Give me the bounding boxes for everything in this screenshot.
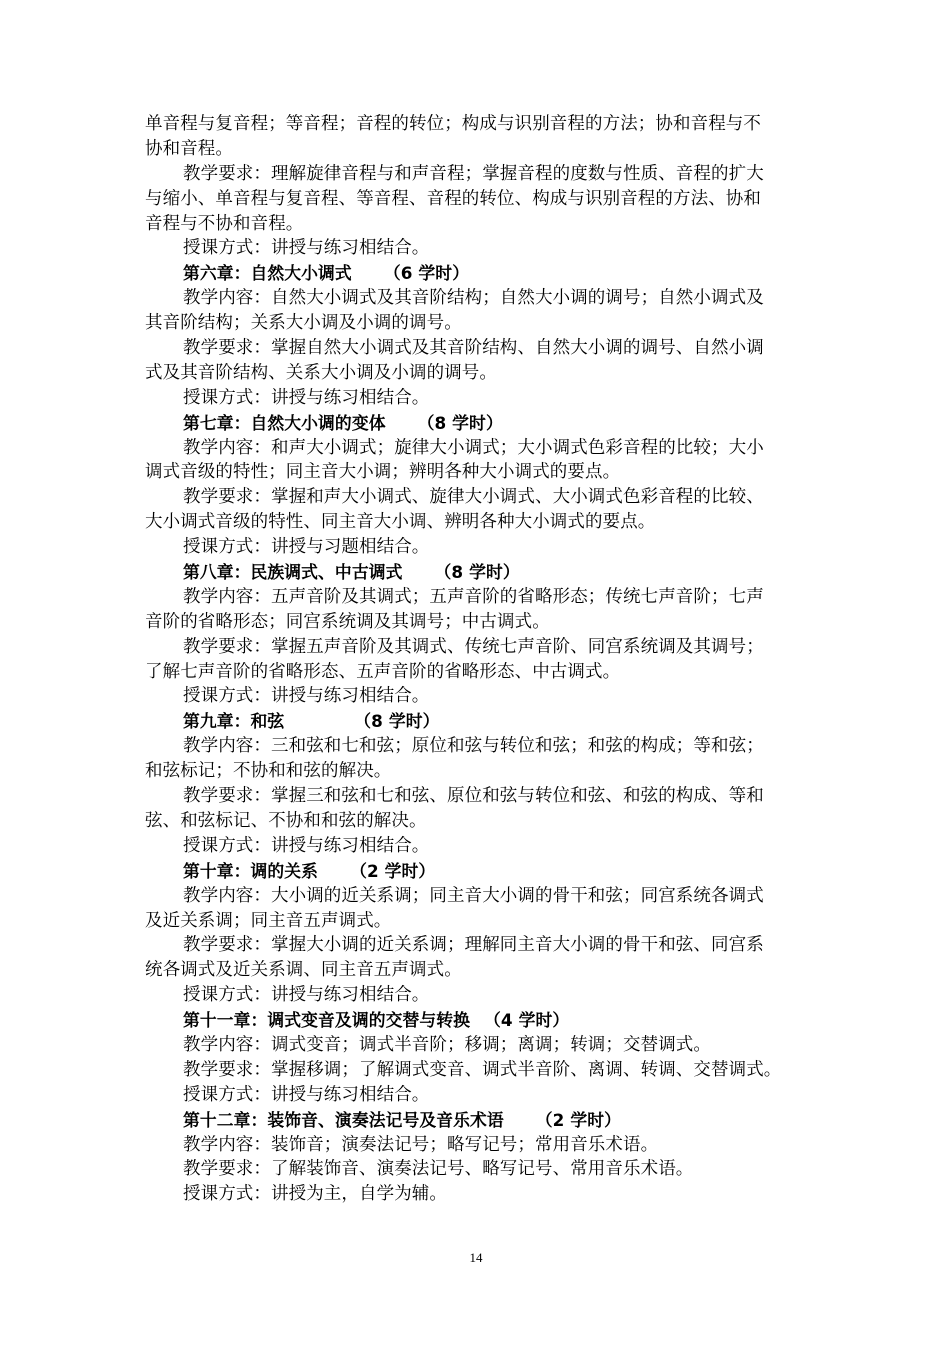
text-line: 教学内容：大小调的近关系调；同主音大小调的骨干和弦；同宫系统各调式 xyxy=(183,885,764,906)
chapter-heading xyxy=(145,859,812,884)
chapter-title: 第八章：民族调式、中古调式 xyxy=(183,562,403,583)
text-line: 教学内容：装饰音；演奏法记号；略写记号；常用音乐术语。 xyxy=(183,1134,659,1155)
chapter-hours: （8 学时） xyxy=(354,711,440,732)
chapter-heading xyxy=(145,1008,812,1033)
text-line: 授课方式：讲授与练习相结合。 xyxy=(183,387,430,408)
text-line: 教学内容：和声大小调式；旋律大小调式；大小调式色彩音程的比较；大小 xyxy=(183,437,764,458)
page-number: 14 xyxy=(469,1250,483,1265)
text-line: 教学内容：三和弦和七和弦；原位和弦与转位和弦；和弦的构成；等和弦； xyxy=(183,736,764,757)
text-line: 教学要求：了解装饰音、演奏法记号、略写记号、常用音乐术语。 xyxy=(183,1159,694,1180)
text-line: 教学内容：五声音阶及其调式；五声音阶的省略形态；传统七声音阶；七声 xyxy=(183,586,764,607)
text-line: 授课方式：讲授与练习相结合。 xyxy=(183,985,430,1006)
chapter-heading xyxy=(145,261,812,286)
text-line: 授课方式：讲授与练习相结合。 xyxy=(183,1084,430,1105)
text-line: 调式音级的特性；同主音大小调；辨明各种大小调式的要点。 xyxy=(145,462,621,483)
chapter-hours: （6 学时） xyxy=(383,263,470,284)
text-line: 教学要求：掌握大小调的近关系调；理解同主音大小调的骨干和弦、同宫系 xyxy=(183,935,764,956)
text-line: 教学内容：自然大小调式及其音阶结构；自然大小调的调号；自然小调式及 xyxy=(183,288,764,309)
text-line: 其音阶结构；关系大小调及小调的调号。 xyxy=(145,313,462,334)
chapter-hours: （8 学时） xyxy=(434,562,520,583)
text-line: 授课方式：讲授与练习相结合。 xyxy=(183,686,430,707)
text-line: 授课方式：讲授与练习相结合。 xyxy=(183,835,430,856)
text-line: 授课方式：讲授与习题相结合。 xyxy=(183,537,430,558)
text-line: 授课方式：讲授为主，自学为辅。 xyxy=(183,1184,447,1205)
text-line: 了解七声音阶的省略形态、五声音阶的省略形态、中古调式。 xyxy=(145,661,621,682)
text-line: 与缩小、单音程与复音程、等音程、音程的转位、构成与识别音程的方法、协和 xyxy=(145,188,761,209)
text-line: 教学要求：掌握自然大小调式及其音阶结构、自然大小调的调号、自然小调 xyxy=(183,338,764,359)
text-line: 授课方式：讲授与练习相结合。 xyxy=(183,238,430,259)
text-line: 大小调式音级的特性、同主音大小调、辨明各种大小调式的要点。 xyxy=(145,512,656,533)
chapter-heading xyxy=(145,709,812,734)
chapter-title: 第九章：和弦 xyxy=(183,711,285,732)
text-line: 式及其音阶结构、关系大小调及小调的调号。 xyxy=(145,362,497,383)
document-body xyxy=(145,112,812,1207)
text-line: 教学要求：掌握和声大小调式、旋律大小调式、大小调式色彩音程的比较、 xyxy=(183,487,764,508)
chapter-heading xyxy=(145,560,812,585)
chapter-hours: （2 学时） xyxy=(535,1109,621,1130)
chapter-hours: （8 学时） xyxy=(417,412,503,433)
text-line: 音程与不协和音程。 xyxy=(145,213,304,234)
text-line: 协和音程。 xyxy=(145,138,233,159)
chapter-heading xyxy=(145,1108,812,1133)
chapter-hours: （4 学时） xyxy=(483,1010,570,1031)
text-line: 教学要求：掌握三和弦和七和弦、原位和弦与转位和弦、和弦的构成、等和 xyxy=(183,786,764,807)
chapter-title: 第十一章：调式变音及调的交替与转换 xyxy=(183,1010,470,1031)
chapter-title: 第七章：自然大小调的变体 xyxy=(183,412,386,433)
chapter-title: 第六章：自然大小调式 xyxy=(183,263,352,284)
text-line: 统各调式及近关系调、同主音五声调式。 xyxy=(145,960,462,981)
text-line: 和弦标记；不协和和弦的解决。 xyxy=(145,761,392,782)
chapter-hours: （2 学时） xyxy=(350,860,436,881)
chapter-title: 第十章：调的关系 xyxy=(183,860,319,881)
text-line: 单音程与复音程；等音程；音程的转位；构成与识别音程的方法；协和音程与不 xyxy=(145,114,761,134)
text-line: 音阶的省略形态；同宫系统调及其调号；中古调式。 xyxy=(145,611,550,632)
text-line: 及近关系调；同主音五声调式。 xyxy=(145,910,392,931)
text-line: 教学内容：调式变音；调式半音阶；移调；离调；转调；交替调式。 xyxy=(183,1034,711,1055)
text-line: 教学要求：掌握移调；了解调式变音、调式半音阶、离调、转调、交替调式。 xyxy=(183,1059,782,1080)
text-line: 教学要求：掌握五声音阶及其调式、传统七声音阶、同宫系统调及其调号； xyxy=(183,636,764,657)
text-line: 教学要求：理解旋律音程与和声音程；掌握音程的度数与性质、音程的扩大 xyxy=(183,163,764,184)
chapter-heading xyxy=(145,411,812,436)
text-line: 弦、和弦标记、不协和和弦的解决。 xyxy=(145,810,427,831)
chapter-title: 第十二章：装饰音、演奏法记号及音乐术语 xyxy=(183,1109,504,1130)
